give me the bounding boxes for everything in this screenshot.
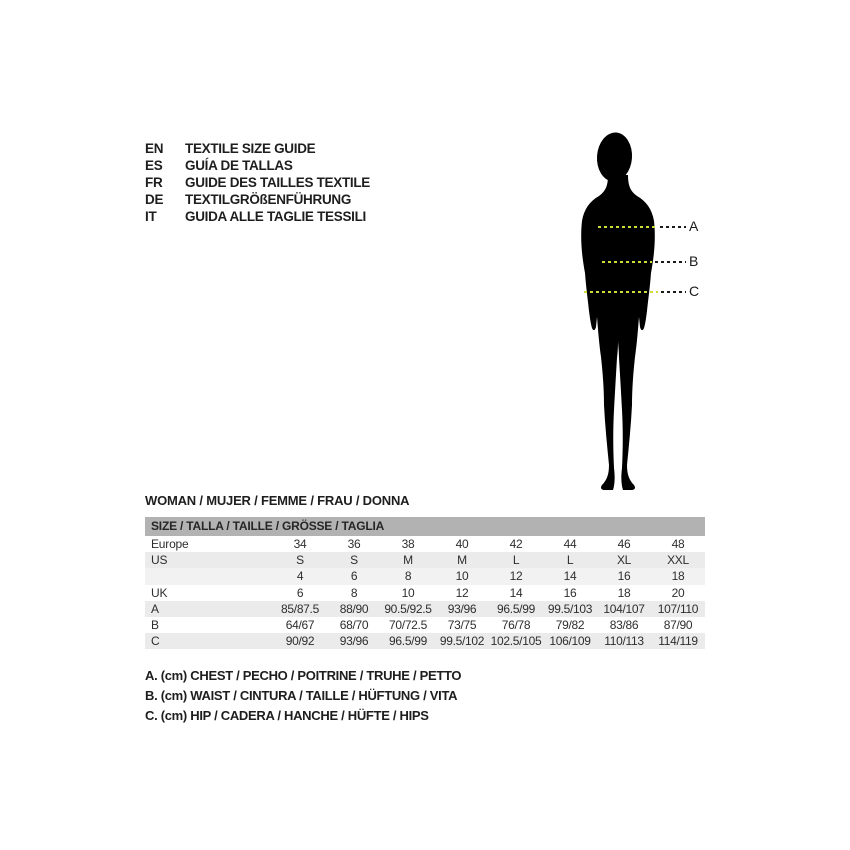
size-value: 38 bbox=[401, 537, 415, 551]
measure-label-c: C bbox=[689, 283, 700, 299]
size-value: 107/110 bbox=[657, 601, 699, 616]
size-value: S bbox=[296, 553, 304, 568]
row-label bbox=[145, 568, 273, 584]
size-value: 102.5/105 bbox=[490, 634, 542, 649]
leader-dash-line-c bbox=[661, 291, 686, 293]
language-title-block bbox=[145, 140, 370, 225]
measure-label-a: A bbox=[689, 218, 699, 234]
row-label: UK bbox=[151, 585, 168, 600]
size-value: 64/67 bbox=[285, 617, 315, 632]
size-value: 8 bbox=[404, 569, 412, 584]
size-value: 34 bbox=[293, 537, 307, 551]
language-row-es bbox=[145, 157, 370, 174]
size-value: 6 bbox=[350, 569, 358, 584]
language-code: FR bbox=[145, 175, 163, 190]
size-value: 68/70 bbox=[339, 617, 369, 632]
size-value: 79/82 bbox=[555, 617, 585, 632]
size-table bbox=[145, 517, 705, 649]
size-value: 14 bbox=[563, 569, 577, 584]
silhouette-head bbox=[595, 131, 633, 182]
size-value: 20 bbox=[671, 585, 685, 600]
row-label: B bbox=[151, 617, 159, 632]
size-value: 46 bbox=[617, 537, 631, 551]
size-value: 96.5/99 bbox=[389, 634, 427, 649]
language-code: ES bbox=[145, 158, 163, 173]
size-value: 70/72.5 bbox=[389, 617, 427, 632]
size-value: 104/107 bbox=[603, 601, 645, 616]
language-code: EN bbox=[145, 141, 164, 156]
size-value: XXL bbox=[667, 553, 689, 568]
size-value: 85/87.5 bbox=[281, 601, 319, 616]
body-dash-line-c bbox=[584, 291, 658, 293]
size-value: 18 bbox=[617, 585, 631, 600]
table-row-c bbox=[145, 633, 705, 649]
size-table-header: SIZE / TALLA / TAILLE / GRÖSSE / TAGLIA bbox=[145, 517, 705, 536]
row-label: A bbox=[151, 601, 159, 616]
legend-line-a: A. (cm) CHEST / PECHO / POITRINE / TRUHE / PETTO bbox=[145, 668, 462, 683]
size-value: S bbox=[350, 553, 358, 568]
size-value: 93/96 bbox=[447, 601, 477, 616]
size-value: L bbox=[566, 553, 574, 568]
leader-dash-line-b bbox=[655, 261, 686, 263]
size-value: 10 bbox=[401, 585, 415, 600]
language-row-it bbox=[145, 208, 370, 225]
leader-dash-line-a bbox=[660, 226, 686, 228]
size-value: 36 bbox=[347, 537, 361, 551]
size-value: 8 bbox=[350, 585, 358, 600]
size-value: 4 bbox=[296, 569, 304, 584]
table-row-b bbox=[145, 617, 705, 633]
language-label: GUÍA DE TALLAS bbox=[185, 158, 293, 173]
language-label: TEXTILE SIZE GUIDE bbox=[185, 141, 316, 156]
measure-label-b: B bbox=[689, 253, 699, 269]
row-label: C bbox=[151, 634, 160, 649]
size-value: M bbox=[403, 553, 413, 568]
size-value: 6 bbox=[296, 585, 304, 600]
size-value: 12 bbox=[509, 569, 523, 584]
size-value: 87/90 bbox=[663, 617, 693, 632]
size-table-body bbox=[145, 536, 705, 649]
table-row-a bbox=[145, 601, 705, 617]
size-value: 88/90 bbox=[339, 601, 369, 616]
row-label: Europe bbox=[151, 537, 189, 551]
size-value: 44 bbox=[563, 537, 577, 551]
language-row-en bbox=[145, 140, 370, 157]
size-value: 96.5/99 bbox=[497, 601, 535, 616]
row-label: US bbox=[151, 553, 168, 568]
size-value: 106/109 bbox=[549, 634, 591, 649]
language-row-de bbox=[145, 191, 370, 208]
size-value: 73/75 bbox=[447, 617, 477, 632]
size-value: 93/96 bbox=[339, 634, 369, 649]
woman-silhouette bbox=[568, 131, 672, 493]
body-dash-line-b bbox=[602, 261, 652, 263]
size-value: 99.5/102 bbox=[439, 634, 485, 649]
size-value: 12 bbox=[455, 585, 469, 600]
size-value: 76/78 bbox=[501, 617, 531, 632]
language-label: GUIDA ALLE TAGLIE TESSILI bbox=[185, 209, 366, 224]
gender-title: WOMAN / MUJER / FEMME / FRAU / DONNA bbox=[145, 493, 410, 508]
size-value: 114/119 bbox=[658, 634, 698, 649]
size-value: 18 bbox=[671, 569, 685, 584]
language-label: GUIDE DES TAILLES TEXTILE bbox=[185, 175, 371, 190]
size-value: 10 bbox=[455, 569, 469, 584]
table-row-uk bbox=[145, 585, 705, 601]
size-value: 16 bbox=[617, 569, 631, 584]
size-value: 90.5/92.5 bbox=[384, 601, 432, 616]
language-label: TEXTILGRÖßENFÜHRUNG bbox=[185, 192, 352, 207]
size-value: L bbox=[512, 553, 520, 568]
size-value: 40 bbox=[455, 537, 469, 551]
size-value: 83/86 bbox=[609, 617, 639, 632]
language-code: DE bbox=[145, 192, 164, 207]
size-value: 42 bbox=[509, 537, 523, 551]
size-value: 16 bbox=[563, 585, 577, 600]
size-value: 48 bbox=[671, 537, 685, 551]
body-dash-line-a bbox=[598, 226, 656, 228]
silhouette-body bbox=[581, 175, 655, 490]
size-value: XL bbox=[616, 553, 632, 568]
legend-line-b: B. (cm) WAIST / CINTURA / TAILLE / HÜFTUNG / VITA bbox=[145, 688, 458, 703]
size-value: 110/113 bbox=[604, 634, 644, 649]
size-value: 99.5/103 bbox=[547, 601, 593, 616]
language-code: IT bbox=[145, 209, 157, 224]
table-row-us bbox=[145, 552, 705, 568]
size-value: M bbox=[457, 553, 467, 568]
measurement-legend bbox=[145, 666, 461, 726]
legend-line-c: C. (cm) HIP / CADERA / HANCHE / HÜFTE / HIPS bbox=[145, 708, 429, 723]
size-value: 14 bbox=[509, 585, 523, 600]
size-value: 90/92 bbox=[285, 634, 315, 649]
table-row-europe bbox=[145, 536, 705, 552]
table-row-us-numeric bbox=[145, 568, 705, 584]
language-row-fr bbox=[145, 174, 370, 191]
